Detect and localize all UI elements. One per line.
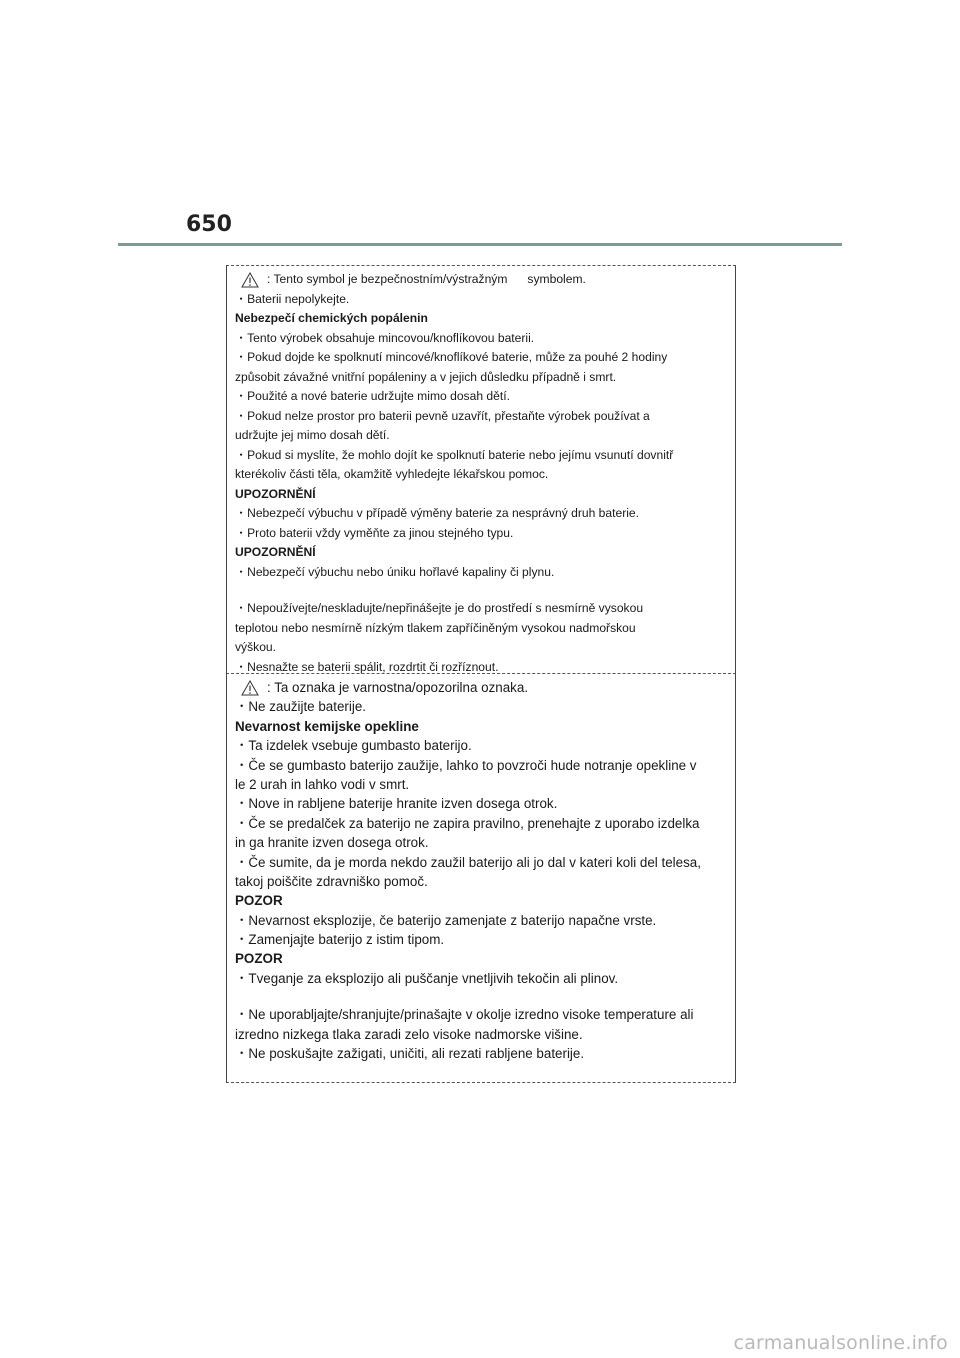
text-line: udržujte jej mimo dosah dětí. xyxy=(235,428,390,442)
header-rule xyxy=(118,243,842,246)
text-line: ・Ta izdelek vsebuje gumbasto baterijo. xyxy=(235,738,472,754)
text-line: izredno nizkega tlaka zaradi zelo visoke nadmorske višine. xyxy=(235,1026,583,1042)
text-line: ・Použité a nové baterie udržujte mimo dosah dětí. xyxy=(235,389,510,403)
text-line: ・Ne zaužijte baterije. xyxy=(235,699,366,715)
text-line: ・Baterii nepolykejte. xyxy=(235,291,350,306)
slovenian-warning-note xyxy=(235,678,729,697)
czech-warning-box xyxy=(226,265,736,674)
text-line: teplotou nebo nesmírně nízkým tlakem zapříčiněným vysokou nadmořskou xyxy=(235,620,636,635)
text-line: ・Nebezpečí výbuchu v případě výměny baterie za nesprávný druh baterie. xyxy=(235,506,640,520)
text-line: ・Če se predalček za baterijo ne zapira pravilno, prenehajte z uporabo izdelka xyxy=(235,815,700,831)
czech-gap xyxy=(235,582,729,599)
text-line: ・Zamenjajte baterijo z istim tipom. xyxy=(235,932,445,948)
section-heading: POZOR xyxy=(235,951,283,967)
czech-content xyxy=(235,270,729,677)
text-line: ・Nesnažte se baterii spálit, rozdrtit či rozříznout. xyxy=(235,659,499,674)
text-line: takoj poiščite zdravniško pomoč. xyxy=(235,873,428,889)
slovenian-lines-a xyxy=(235,697,729,988)
section-heading: UPOZORNĚNÍ xyxy=(235,486,316,501)
warning-triangle-icon xyxy=(241,272,259,288)
text-line: ・Nevarnost eksplozije, če baterijo zamenjate z baterijo napačne vrste. xyxy=(235,912,657,928)
slovenian-warning-box xyxy=(226,673,736,1083)
text-line: ・Pokud dojde ke spolknutí mincové/knoflíkové baterie, může za pouhé 2 hodiny xyxy=(235,350,668,364)
text-line: ・Pokud nelze prostor pro baterii pevně uzavřít, přestaňte výrobek používat a xyxy=(235,408,650,423)
section-heading: UPOZORNĚNÍ xyxy=(235,545,316,559)
text-line: ・Nepoužívejte/neskladujte/nepřinášejte je do prostředí s nesmírně vysokou xyxy=(235,601,644,615)
text-line: ・Nove in rabljene baterije hranite izven dosega otrok. xyxy=(235,796,558,812)
text-line: způsobit závažné vnitřní popáleniny a v jejich důsledku případně i smrt. xyxy=(235,369,617,384)
watermark: carmanualsonline.info xyxy=(733,1332,948,1354)
text-line: ・Ne poskušajte zažigati, uničiti, ali rezati rabljene baterije. xyxy=(235,1046,585,1062)
slovenian-gap xyxy=(235,988,729,1005)
section-heading: Nevarnost kemijske opekline xyxy=(235,718,419,734)
text-line: výškou. xyxy=(235,640,276,654)
text-line: ・Tveganje za eksplozijo ali puščanje vnetljivih tekočin ali plinov. xyxy=(235,970,619,986)
slovenian-warning-note-text: : Ta oznaka je varnostna/opozorilna oznaka. xyxy=(267,680,529,695)
text-line: le 2 urah in lahko vodi v smrt. xyxy=(235,776,410,792)
section-heading: Nebezpečí chemických popálenin xyxy=(235,311,428,325)
czech-warning-note-text: : Tento symbol je bezpečnostním/výstražným xyxy=(267,272,508,286)
czech-lines-b xyxy=(235,599,729,677)
text-line: ・Nebezpečí výbuchu nebo úniku hořlavé kapaliny či plynu. xyxy=(235,564,555,579)
page-number: 650 xyxy=(186,212,232,237)
slovenian-lines-b xyxy=(235,1005,729,1063)
text-line: ・Če sumite, da je morda nekdo zaužil baterijo ali jo dal v kateri koli del telesa, xyxy=(235,854,701,870)
warning-triangle-icon xyxy=(241,680,259,696)
text-line: in ga hranite izven dosega otrok. xyxy=(235,835,429,851)
czech-warning-note-suffix: symbolem. xyxy=(527,272,586,286)
czech-lines-a xyxy=(235,290,729,583)
czech-warning-note xyxy=(235,270,729,290)
text-line: ・Ne uporabljajte/shranjujte/prinašajte v okolje izredno visoke temperature ali xyxy=(235,1007,694,1023)
text-line: ・Pokud si myslíte, že mohlo dojít ke spolknutí baterie nebo jejímu vsunutí dovnitř xyxy=(235,447,674,462)
text-line: ・Proto baterii vždy vyměňte za jinou stejného typu. xyxy=(235,525,514,540)
section-heading: POZOR xyxy=(235,893,283,909)
text-line: ・Če se gumbasto baterijo zaužije, lahko to povzroči hude notranje opekline v xyxy=(235,757,697,773)
text-line: kterékoliv části těla, okamžitě vyhledejte lékařskou pomoc. xyxy=(235,467,549,481)
text-line: ・Tento výrobek obsahuje mincovou/knoflíkovou baterii. xyxy=(235,330,535,345)
slovenian-content xyxy=(235,678,729,1063)
